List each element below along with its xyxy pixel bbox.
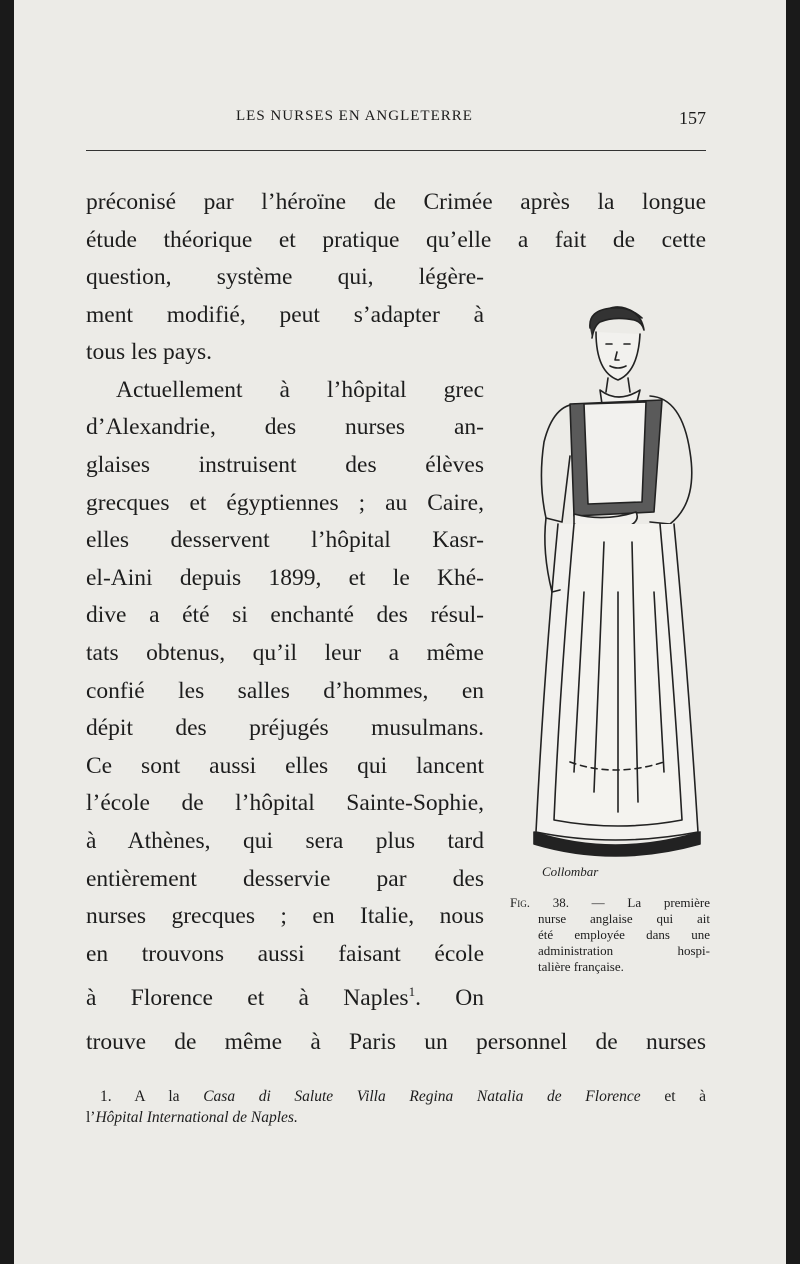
text-line: l’école de l’hôpital Sainte-Sophie, [86, 790, 484, 817]
text-line: à Athènes, qui sera plus tard [86, 827, 484, 854]
text-line: elles desservent l’hôpital Kasr- [86, 527, 484, 554]
figure-label: Fig. 38. [510, 895, 569, 910]
text-fragment: On [455, 985, 485, 1012]
text-fragment: à Florence et à Naples [86, 985, 409, 1012]
text-line: trouve de même à Paris un personnel de nurses [86, 1029, 706, 1055]
text-line: grecques et égyptiennes ; au Caire, [86, 489, 484, 516]
footnote-italic: Casa di Salute Villa Regina Natalia de Florence [203, 1088, 641, 1105]
text-line: à Florence et à Naples$^1$. On [86, 984, 485, 1012]
illustrator-signature: Collombar [542, 864, 599, 879]
text-line: étude théorique et pratique qu’elle a fait de cette [86, 226, 706, 253]
text-line: ment modifié, peut s’adapter à [86, 301, 484, 328]
running-title: LES NURSES EN ANGLETERRE [236, 108, 473, 124]
caption-line: nurse anglaise qui ait [538, 911, 710, 926]
text-line: entièrement desservie par des [86, 865, 484, 892]
body-text-top [86, 184, 706, 259]
body-text-bottom [86, 1024, 706, 1062]
text-line: nurses grecques ; en Italie, nous [86, 903, 484, 930]
text-line: el-Aini depuis 1899, et le Khé- [86, 564, 484, 591]
text-line: en trouvons aussi faisant école [86, 940, 484, 967]
text-line: confié les salles d’hommes, en [86, 677, 484, 704]
caption-line [510, 895, 710, 911]
figure-caption [510, 895, 710, 975]
text-line: Ce sont aussi elles qui lancent [86, 752, 484, 779]
text-line: d’Alexandrie, des nurses an- [86, 414, 484, 441]
footnote-text: et à [664, 1088, 707, 1105]
footnote-text: A la [134, 1088, 180, 1105]
header-rule [86, 150, 706, 151]
body-text-column [86, 259, 484, 1018]
footnote-number: 1. [100, 1088, 112, 1105]
caption-line: administration hospi- [538, 943, 710, 958]
footnote-text: l’ [86, 1109, 96, 1126]
caption-fragment: — La première [591, 895, 711, 910]
text-line: dépit des préjugés musulmans. [86, 715, 484, 742]
text-line: tats obtenus, qu’il leur a même [86, 639, 484, 666]
text-line: dive a été si enchanté des résul- [86, 602, 484, 629]
book-page [14, 0, 786, 1264]
text-line: question, système qui, légère- [86, 264, 484, 290]
footnote-marker[interactable]: 1 [408, 984, 416, 1000]
caption-line: été employée dans une [538, 927, 710, 942]
nurse-illustration [514, 292, 714, 882]
text-line: préconisé par l’héroïne de Crimée après la longue [86, 189, 706, 215]
nurse-figure-drawing [514, 292, 714, 882]
footnote-italic: Hôpital International de Naples. [95, 1109, 298, 1126]
text-line: tous les pays. [86, 339, 212, 366]
footnote-line [86, 1086, 706, 1107]
running-head [86, 108, 706, 134]
text-line: glaises instruisent des élèves [86, 451, 484, 478]
footnote [86, 1086, 706, 1128]
page-number: 157 [679, 108, 706, 128]
text-line: Actuellement à l’hôpital grec [116, 376, 484, 403]
footnote-line [86, 1107, 706, 1128]
caption-line: talière française. [538, 959, 624, 974]
